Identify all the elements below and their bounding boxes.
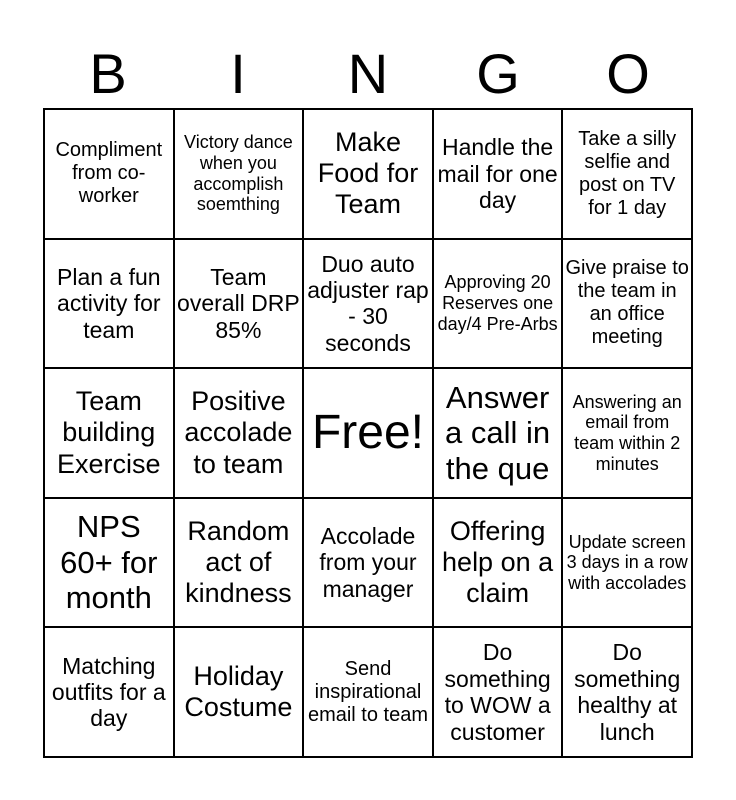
cell-text: Compliment from co-worker: [55, 139, 163, 208]
bingo-cell[interactable]: [562, 627, 692, 757]
bingo-cell[interactable]: [562, 239, 692, 369]
cell-text: Give praise to the team in an office meeting: [565, 257, 689, 349]
bingo-cell[interactable]: [44, 627, 174, 757]
header-letter-b: B: [89, 42, 127, 105]
bingo-cell[interactable]: [174, 627, 304, 757]
bingo-cell[interactable]: [303, 239, 433, 369]
cell-text: Team overall DRP 85%: [177, 263, 300, 343]
header-letter-i: I: [230, 42, 246, 105]
bingo-cell[interactable]: [174, 498, 304, 628]
cell-text: Positive accolade to team: [184, 386, 293, 479]
bingo-cell[interactable]: [303, 498, 433, 628]
cell-text: Answering an email from team within 2 minutes: [572, 391, 682, 474]
cell-text: NPS 60+ for month: [60, 509, 158, 616]
cell-text: Do something healthy at lunch: [574, 639, 681, 745]
cell-text: Plan a fun activity for team: [57, 263, 161, 343]
cell-text: Holiday Costume: [184, 661, 293, 723]
cell-text: Victory dance when you accomplish soemthing: [184, 132, 293, 215]
bingo-cell[interactable]: [174, 239, 304, 369]
cell-text: Update screen 3 days in a row with accolades: [566, 531, 688, 593]
bingo-cell[interactable]: [303, 627, 433, 757]
cell-text: Answer a call in the que: [445, 379, 551, 486]
bingo-board: [43, 108, 693, 758]
header-letter-o: O: [606, 42, 650, 105]
cell-text: Duo auto adjuster rap - 30 seconds: [307, 250, 429, 356]
bingo-cell[interactable]: [562, 368, 692, 498]
cell-text: Matching outfits for a day: [51, 652, 166, 732]
bingo-cell[interactable]: [433, 368, 563, 498]
header-letter-n: N: [347, 42, 389, 105]
cell-text: Send inspirational email to team: [307, 657, 429, 726]
bingo-header: [43, 40, 693, 108]
bingo-cell[interactable]: [562, 109, 692, 239]
bingo-cell[interactable]: [44, 239, 174, 369]
cell-text: Make Food for Team: [317, 127, 419, 220]
bingo-cell[interactable]: [44, 498, 174, 628]
cell-text: Approving 20 Reserves one day/4 Pre-Arbs: [437, 272, 558, 334]
cell-text: Take a silly selfie and post on TV for 1 day: [578, 127, 677, 219]
bingo-cell[interactable]: [44, 368, 174, 498]
cell-text: Handle the mail for one day: [437, 134, 558, 214]
header-letter-g: G: [476, 42, 520, 105]
bingo-cell[interactable]: [303, 109, 433, 239]
bingo-cell[interactable]: [562, 498, 692, 628]
bingo-cell[interactable]: [174, 368, 304, 498]
bingo-cell[interactable]: [433, 498, 563, 628]
bingo-cell[interactable]: [433, 627, 563, 757]
cell-text: Free!: [311, 406, 424, 460]
cell-text: Accolade from your manager: [319, 522, 417, 602]
bingo-cell[interactable]: [44, 109, 174, 239]
bingo-cell[interactable]: [433, 109, 563, 239]
bingo-cell[interactable]: [433, 239, 563, 369]
cell-text: Offering help on a claim: [442, 516, 554, 609]
cell-text: Random act of kindness: [185, 516, 292, 609]
cell-text: Team building Exercise: [57, 386, 161, 479]
bingo-cell-free[interactable]: [303, 368, 433, 498]
bingo-cell[interactable]: [174, 109, 304, 239]
cell-text: Do something to WOW a customer: [444, 639, 551, 745]
